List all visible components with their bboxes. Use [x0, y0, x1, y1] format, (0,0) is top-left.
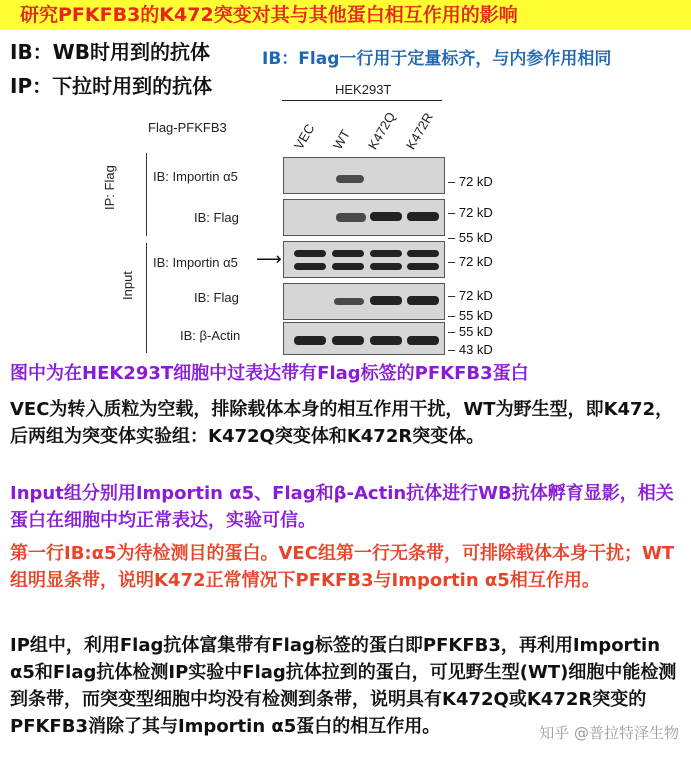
marker-text: 55 kD [458, 308, 493, 323]
group-label-input: Input [120, 271, 135, 300]
ip-definition: IP：下拉时用到的抗体 [10, 74, 213, 98]
band-vec-in-actin [294, 336, 326, 345]
paragraph-ip-conclusion: IP组中，利用Flag抗体富集带有Flag标签的蛋白即PFKFB3，再利用Importin α5和Flag抗体检测IP实验中Flag抗体拉到的蛋白，可见野生型(WT)细胞中能检测到条带，而突变型细胞中均没有检测到条带，说明具有K472Q或K472R突变的PFKFB3消除了其与Importin α5蛋白的相互作用。 [10, 635, 677, 737]
blot-panel-ip-flag [283, 199, 445, 236]
band-wt-in-actin [332, 336, 364, 345]
ip-group-bracket [146, 153, 147, 236]
band-k472q-in-actin [370, 336, 402, 345]
blot-label-ip-importin: IB: Importin α5 [153, 169, 238, 184]
blot-panel-input-flag [283, 283, 445, 320]
band-wt-ip-flag [336, 213, 366, 222]
cell-line-rule [282, 100, 442, 101]
marker-tick: – [448, 342, 456, 357]
blot-panel-ip-importin [283, 157, 445, 194]
marker-tick: – [448, 254, 456, 269]
marker-72kd-p3 [448, 254, 493, 269]
band-k472r-ip-flag [407, 212, 439, 221]
cell-line-label: HEK293T [335, 82, 392, 97]
lane-label-k472r: K472R [403, 110, 436, 152]
input-group-bracket [146, 243, 147, 353]
marker-55kd-p4 [448, 308, 493, 323]
blot-panel-input-actin [283, 322, 445, 355]
marker-text: 55 kD [458, 230, 493, 245]
marker-tick: – [448, 288, 456, 303]
marker-tick: – [448, 174, 456, 189]
arrow-icon: ⟶ [256, 249, 282, 270]
flag-note: IB：Flag一行用于定量标齐，与内参作用相同 [262, 49, 612, 69]
marker-tick: – [448, 308, 456, 323]
marker-tick: – [448, 230, 456, 245]
marker-text: 43 kD [458, 342, 493, 357]
band-wt-in-importin-b [332, 263, 364, 270]
marker-text: 72 kD [458, 254, 493, 269]
blot-panel-input-importin [283, 241, 445, 278]
flag-pfkfb3-label: Flag-PFKFB3 [148, 120, 227, 135]
page-title: 研究PFKFB3的K472突变对其与其他蛋白相互作用的影响 [0, 0, 691, 30]
paragraph-input: Input组分别用Importin α5、Flag和β-Actin抗体进行WB抗体孵育显影，相关蛋白在细胞中均正常表达，实验可信。 [10, 483, 674, 531]
blot-label-ip-flag: IB: Flag [194, 210, 239, 225]
marker-tick: – [448, 205, 456, 220]
band-wt-ip-importin [336, 175, 364, 183]
band-k472q-in-importin-a [370, 250, 402, 257]
marker-43kd-p5 [448, 342, 493, 357]
band-k472q-ip-flag [370, 212, 402, 221]
lane-label-k472q: K472Q [365, 109, 399, 152]
band-k472r-in-importin-b [407, 263, 439, 270]
marker-text: 55 kD [458, 324, 493, 339]
paragraph-first-row: 第一行IB:α5为待检测目的蛋白。VEC组第一行无条带，可排除载体本身干扰；WT组明显条带，说明K472正常情况下PFKFB3与Importin α5相互作用。 [10, 543, 675, 591]
paragraph-overexpression: 图中为在HEK293T细胞中过表达带有Flag标签的PFKFB3蛋白 [10, 363, 529, 384]
marker-text: 72 kD [458, 288, 493, 303]
marker-55kd-p2 [448, 230, 493, 245]
ib-definition: IB：WB时用到的抗体 [10, 40, 210, 64]
marker-72kd-p1 [448, 174, 493, 189]
marker-tick: – [448, 324, 456, 339]
watermark: 知乎 @普拉特泽生物 [539, 724, 679, 742]
blot-label-input-flag: IB: Flag [194, 290, 239, 305]
band-k472r-in-importin-a [407, 250, 439, 257]
band-vec-in-importin-b [294, 263, 326, 270]
band-k472r-in-flag [407, 296, 439, 305]
band-k472r-in-actin [407, 336, 439, 345]
band-wt-in-flag [334, 298, 364, 305]
blot-label-input-importin: IB: Importin α5 [153, 255, 238, 270]
band-vec-in-importin-a [294, 250, 326, 257]
marker-72kd-p4 [448, 288, 493, 303]
marker-72kd-p2 [448, 205, 493, 220]
band-k472q-in-importin-b [370, 263, 402, 270]
lane-label-wt: WT [330, 126, 354, 152]
marker-55kd-p5 [448, 324, 493, 339]
paragraph-groups: VEC为转入质粒为空载，排除载体本身的相互作用干扰，WT为野生型，即K472，后两组为突变体实验组：K472Q突变体和K472R突变体。 [10, 399, 674, 447]
lane-label-vec: VEC [291, 121, 318, 152]
group-label-ip-flag: IP: Flag [102, 165, 117, 210]
blot-label-input-actin: IB: β-Actin [180, 328, 241, 343]
marker-text: 72 kD [458, 205, 493, 220]
band-wt-in-importin-a [332, 250, 364, 257]
band-k472q-in-flag [370, 296, 402, 305]
marker-text: 72 kD [458, 174, 493, 189]
